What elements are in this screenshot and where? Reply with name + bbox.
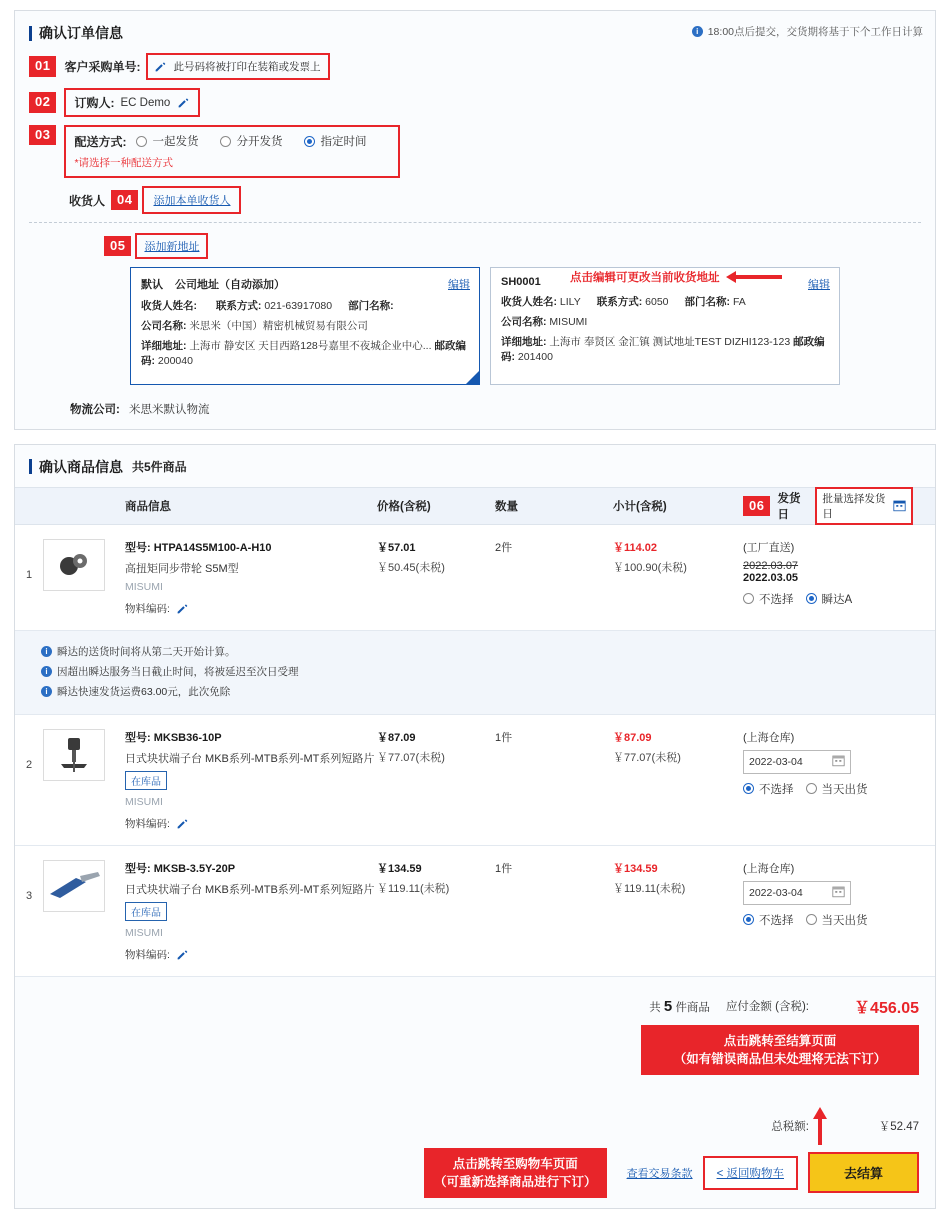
goods-title-text: 确认商品信息 — [39, 458, 123, 475]
stock-badge: 在库品 — [125, 771, 167, 790]
product-thumb-cell — [43, 539, 125, 616]
material-code-row[interactable] — [125, 947, 377, 962]
ship-date-value: 2022-03-04 — [749, 755, 803, 768]
step-badge-05: 05 — [104, 236, 131, 256]
address-card-list — [15, 267, 935, 389]
row-index: 3 — [25, 889, 33, 902]
price-incl-tax: ￥134.59 — [377, 862, 422, 875]
ship-option-label: 当天出货 — [821, 783, 868, 796]
po-label: 客户采购单号: — [64, 60, 141, 74]
table-row — [15, 715, 935, 846]
ship-option-label: 不选择 — [759, 914, 794, 927]
notice-text: 瞬达的送货时间将从第二天开始计算。 — [57, 645, 236, 658]
radio-icon[interactable] — [743, 914, 754, 925]
step-badge-01: 01 — [29, 56, 56, 76]
ship-option-1[interactable] — [806, 591, 853, 607]
step-badge-02: 02 — [29, 92, 56, 112]
price-cell — [377, 539, 495, 616]
subtotal-excl-tax: ￥100.90(未税) — [613, 561, 687, 574]
edit-pencil-icon[interactable] — [154, 60, 167, 73]
edit-pencil-icon[interactable] — [176, 948, 189, 961]
delivery-box — [64, 125, 400, 178]
goods-rows — [15, 525, 935, 977]
ship-option-label: 不选择 — [759, 783, 794, 796]
po-input-box[interactable] — [146, 53, 330, 80]
row-index: 1 — [25, 568, 33, 581]
price-incl-tax: ￥57.01 — [377, 541, 416, 554]
address-badge: 默认 — [141, 279, 163, 291]
receiver-label: 收货人 — [69, 193, 106, 208]
product-thumb-cell — [43, 729, 125, 831]
product-name: 日式块状端子台 MKB系列-MTB系列-MT系列短路片 — [125, 883, 375, 896]
goods-subtitle: 共5件商品 — [132, 460, 187, 475]
product-brand: MISUMI — [125, 926, 163, 939]
notice-text: 因超出瞬达服务当日截止时间，将被延迟至次日受理 — [57, 665, 299, 678]
delivery-option-0[interactable] — [136, 133, 198, 149]
product-model: 型号: HTPA14S5M100-A-H10 — [125, 541, 272, 554]
ship-date-old: 2022.03.07 — [743, 559, 799, 572]
back-to-cart-button[interactable]: < 返回购物车 — [703, 1156, 798, 1190]
info-icon: i — [692, 26, 703, 37]
terms-link[interactable]: 查看交易条款 — [626, 1167, 693, 1180]
subtotal-incl-tax: ￥87.09 — [613, 731, 652, 744]
col-subtotal: 小计(含税) — [613, 500, 667, 513]
ship-source: (上海仓库) — [743, 862, 795, 875]
ship-option-0[interactable] — [743, 912, 794, 928]
buyer-row — [15, 88, 935, 117]
add-receiver-link[interactable]: 添加本单收货人 — [153, 195, 231, 207]
calendar-icon[interactable] — [832, 885, 845, 901]
subtotal-excl-tax: ￥119.11(未税) — [613, 882, 686, 895]
batch-shipdate-label: 批量选择发货日 — [822, 492, 886, 520]
logistics-row — [15, 389, 935, 429]
product-row-group — [15, 846, 935, 977]
step-badge-06: 06 — [743, 496, 770, 516]
subtotal-excl-tax: ￥77.07(未税) — [613, 751, 681, 764]
add-receiver-box[interactable] — [142, 186, 241, 214]
row-notices — [15, 631, 935, 715]
add-address-box[interactable] — [135, 233, 208, 259]
edit-pencil-icon[interactable] — [177, 96, 190, 109]
col-qty: 数量 — [495, 500, 518, 513]
add-address-link[interactable]: 添加新地址 — [144, 241, 200, 253]
col-shipdate-label: 发货日 — [777, 492, 801, 521]
address-contact-line: 收货人姓名: 联系方式: 021-63917080 部门名称: — [141, 300, 394, 312]
ship-option-label: 不选择 — [759, 593, 794, 606]
product-info-cell — [125, 860, 377, 962]
radio-icon[interactable] — [806, 914, 817, 925]
goods-table-header — [15, 487, 935, 525]
ship-option-1[interactable] — [806, 781, 868, 797]
price-cell — [377, 729, 495, 831]
cutoff-note — [692, 24, 923, 39]
calendar-icon[interactable] — [893, 499, 906, 512]
subtotal-cell — [613, 539, 743, 616]
product-row-group — [15, 715, 935, 846]
buyer-value: EC Demo — [120, 96, 171, 109]
delivery-label: 配送方式: — [74, 135, 127, 149]
product-brand: MISUMI — [125, 580, 163, 593]
order-info-panel — [14, 10, 936, 430]
qty-cell — [495, 539, 613, 616]
annotation-arrow-icon — [726, 271, 782, 283]
ship-option-group — [743, 781, 913, 797]
totals-main-row — [31, 995, 919, 1018]
selected-check-icon — [466, 371, 479, 384]
delivery-option-label: 一起发货 — [152, 136, 199, 149]
product-thumb-cell — [43, 860, 125, 962]
radio-icon[interactable] — [136, 136, 147, 147]
delivery-option-2[interactable] — [304, 133, 366, 149]
tax-row — [31, 1118, 919, 1134]
cart-callout-text: 点击跳转至购物车页面 （可重新选择商品进行下订） — [424, 1148, 607, 1198]
ship-date-input[interactable] — [743, 750, 851, 774]
buyer-box[interactable] — [64, 88, 200, 117]
delivery-option-1[interactable] — [220, 133, 282, 149]
edit-pencil-icon[interactable] — [176, 817, 189, 830]
notice-text: 瞬达快速发货运费63.00元，此次免除 — [57, 685, 231, 698]
product-model: 型号: MKSB-3.5Y-20P — [125, 862, 236, 875]
receiver-row — [15, 186, 935, 214]
delivery-option-label: 分开发货 — [236, 136, 283, 149]
buyer-label: 订购人: — [74, 96, 115, 110]
product-info-cell — [125, 539, 377, 616]
delivery-row — [15, 125, 935, 178]
stock-badge: 在库品 — [125, 902, 167, 921]
radio-icon[interactable] — [220, 136, 231, 147]
address-annotation — [570, 269, 782, 285]
ship-option-0[interactable] — [743, 781, 794, 797]
qty-value: 2件 — [495, 541, 513, 554]
total-count: 共 5 件商品 — [649, 997, 710, 1015]
product-brand: MISUMI — [125, 795, 163, 808]
ship-option-1[interactable] — [806, 912, 868, 928]
address-title: 公司地址（自动添加） — [175, 279, 285, 291]
notice-item — [41, 644, 935, 659]
product-model: 型号: MKSB36-10P — [125, 731, 222, 744]
goods-title — [15, 445, 935, 487]
ship-option-label: 瞬达A — [821, 593, 853, 606]
checkout-arrow-icon — [813, 1107, 827, 1145]
po-hint: 此号码将被打印在装箱或发票上 — [173, 61, 321, 73]
total-count-value: 5 — [663, 997, 673, 1015]
material-code-row[interactable] — [125, 601, 377, 616]
ship-date-input[interactable] — [743, 881, 851, 905]
divider — [29, 222, 921, 223]
tax-amount: ￥52.47 — [878, 1120, 919, 1133]
address-card[interactable] — [130, 267, 480, 385]
ship-date-value: 2022-03-04 — [749, 886, 803, 899]
checkout-button[interactable]: 去结算 — [808, 1152, 919, 1193]
plier-thumb — [43, 860, 105, 912]
col-price: 价格(含税) — [377, 500, 431, 513]
row-index: 2 — [25, 758, 33, 771]
totals-area — [15, 977, 935, 1208]
ship-date-new: 2022.03.05 — [743, 571, 799, 584]
material-code-label: 物料编码: — [125, 602, 170, 615]
delivery-warning: *请选择一种配送方式 — [74, 157, 174, 169]
goods-panel — [14, 444, 936, 1209]
radio-icon[interactable] — [806, 783, 817, 794]
address-edit-link[interactable]: 编辑 — [448, 279, 470, 291]
qty-value: 1件 — [495, 731, 513, 744]
step-badge-04: 04 — [111, 190, 138, 210]
subtotal-cell — [613, 729, 743, 831]
radio-icon[interactable] — [743, 783, 754, 794]
table-row — [15, 525, 935, 631]
logistics-value: 米思米默认物流 — [129, 403, 210, 416]
ship-source: (工厂直送) — [743, 541, 795, 554]
step-badge-03: 03 — [29, 125, 56, 145]
address-company-line: 公司名称: MISUMI — [501, 316, 588, 329]
radio-icon[interactable] — [743, 593, 754, 604]
subtotal-cell — [613, 860, 743, 962]
checkout-callout — [641, 1025, 919, 1075]
price-excl-tax: ￥50.45(未税) — [377, 561, 445, 574]
shipdate-cell — [743, 860, 913, 962]
qty-value: 1件 — [495, 862, 513, 875]
ship-source: (上海仓库) — [743, 731, 795, 744]
logistics-label: 物流公司: — [70, 403, 120, 416]
calendar-icon[interactable] — [832, 754, 845, 770]
info-icon: i — [41, 666, 52, 677]
delivery-option-label: 指定时间 — [320, 136, 367, 149]
po-row — [15, 53, 935, 80]
address-contact-line: 收货人姓名: LILY 联系方式: 6050 部门名称: FA — [501, 296, 746, 308]
col-shipdate — [743, 487, 913, 525]
delivery-options — [136, 133, 388, 150]
product-info-cell — [125, 729, 377, 831]
price-excl-tax: ￥119.11(未税) — [377, 882, 450, 895]
batch-shipdate-button[interactable] — [815, 487, 913, 525]
address-card-head — [141, 276, 469, 292]
address-annotation-text: 点击编辑可更改当前收货地址 — [570, 272, 720, 284]
col-info: 商品信息 — [125, 500, 171, 513]
radio-icon[interactable] — [806, 593, 817, 604]
order-info-title-text: 确认订单信息 — [39, 25, 123, 41]
qty-cell — [495, 860, 613, 962]
address-detail-line: 详细地址: 上海市 奉贤区 金汇镇 测试地址TEST DIZHI123-123 邮政编码: 201400 — [501, 336, 825, 363]
price-incl-tax: ￥87.09 — [377, 731, 416, 744]
bearing-pulley-thumb — [43, 539, 105, 591]
chair-thumb — [43, 729, 105, 781]
ship-option-0[interactable] — [743, 591, 794, 607]
tax-label: 总税额: — [771, 1120, 809, 1133]
qty-cell — [495, 729, 613, 831]
checkout-callout-text: 点击跳转至结算页面 （如有错误商品但未处理将无法下订） — [641, 1025, 919, 1075]
address-edit-link[interactable]: 编辑 — [808, 279, 830, 291]
shipdate-cell — [743, 539, 913, 616]
info-icon: i — [41, 646, 52, 657]
ship-option-label: 当天出货 — [821, 914, 868, 927]
edit-pencil-icon[interactable] — [176, 602, 189, 615]
table-row — [15, 846, 935, 977]
material-code-label: 物料编码: — [125, 817, 170, 830]
cutoff-note-text: 18:00点后提交，交货期将基于下个工作日计算 — [707, 26, 923, 38]
address-detail-line: 详细地址: 上海市 静安区 天目西路128号嘉里不夜城企业中心... 邮政编码: 200040 — [141, 340, 466, 367]
product-row-group — [15, 525, 935, 715]
price-cell — [377, 860, 495, 962]
ship-option-group — [743, 591, 913, 607]
address-company-line: 公司名称: 米思米（中国）精密机械贸易有限公司 — [141, 320, 368, 333]
product-name: 日式块状端子台 MKB系列-MTB系列-MT系列短路片 — [125, 752, 375, 765]
ship-option-group — [743, 912, 913, 928]
radio-icon[interactable] — [304, 136, 315, 147]
subtotal-incl-tax: ￥134.59 — [613, 862, 658, 875]
product-name: 高扭矩同步带轮 S5M型 — [125, 562, 239, 575]
notice-item — [41, 664, 935, 679]
material-code-label: 物料编码: — [125, 948, 170, 961]
subtotal-incl-tax: ￥114.02 — [613, 541, 658, 554]
price-excl-tax: ￥77.07(未税) — [377, 751, 445, 764]
notice-item — [41, 684, 935, 699]
action-bar — [31, 1148, 919, 1198]
info-icon: i — [41, 686, 52, 697]
add-address-row — [15, 233, 935, 259]
payable-label: 应付金额 (含税): — [725, 1001, 809, 1014]
shipdate-cell — [743, 729, 913, 831]
payable-amount: ￥456.05 — [854, 999, 919, 1017]
material-code-row[interactable] — [125, 816, 377, 831]
address-badge: SH0001 — [501, 276, 541, 288]
